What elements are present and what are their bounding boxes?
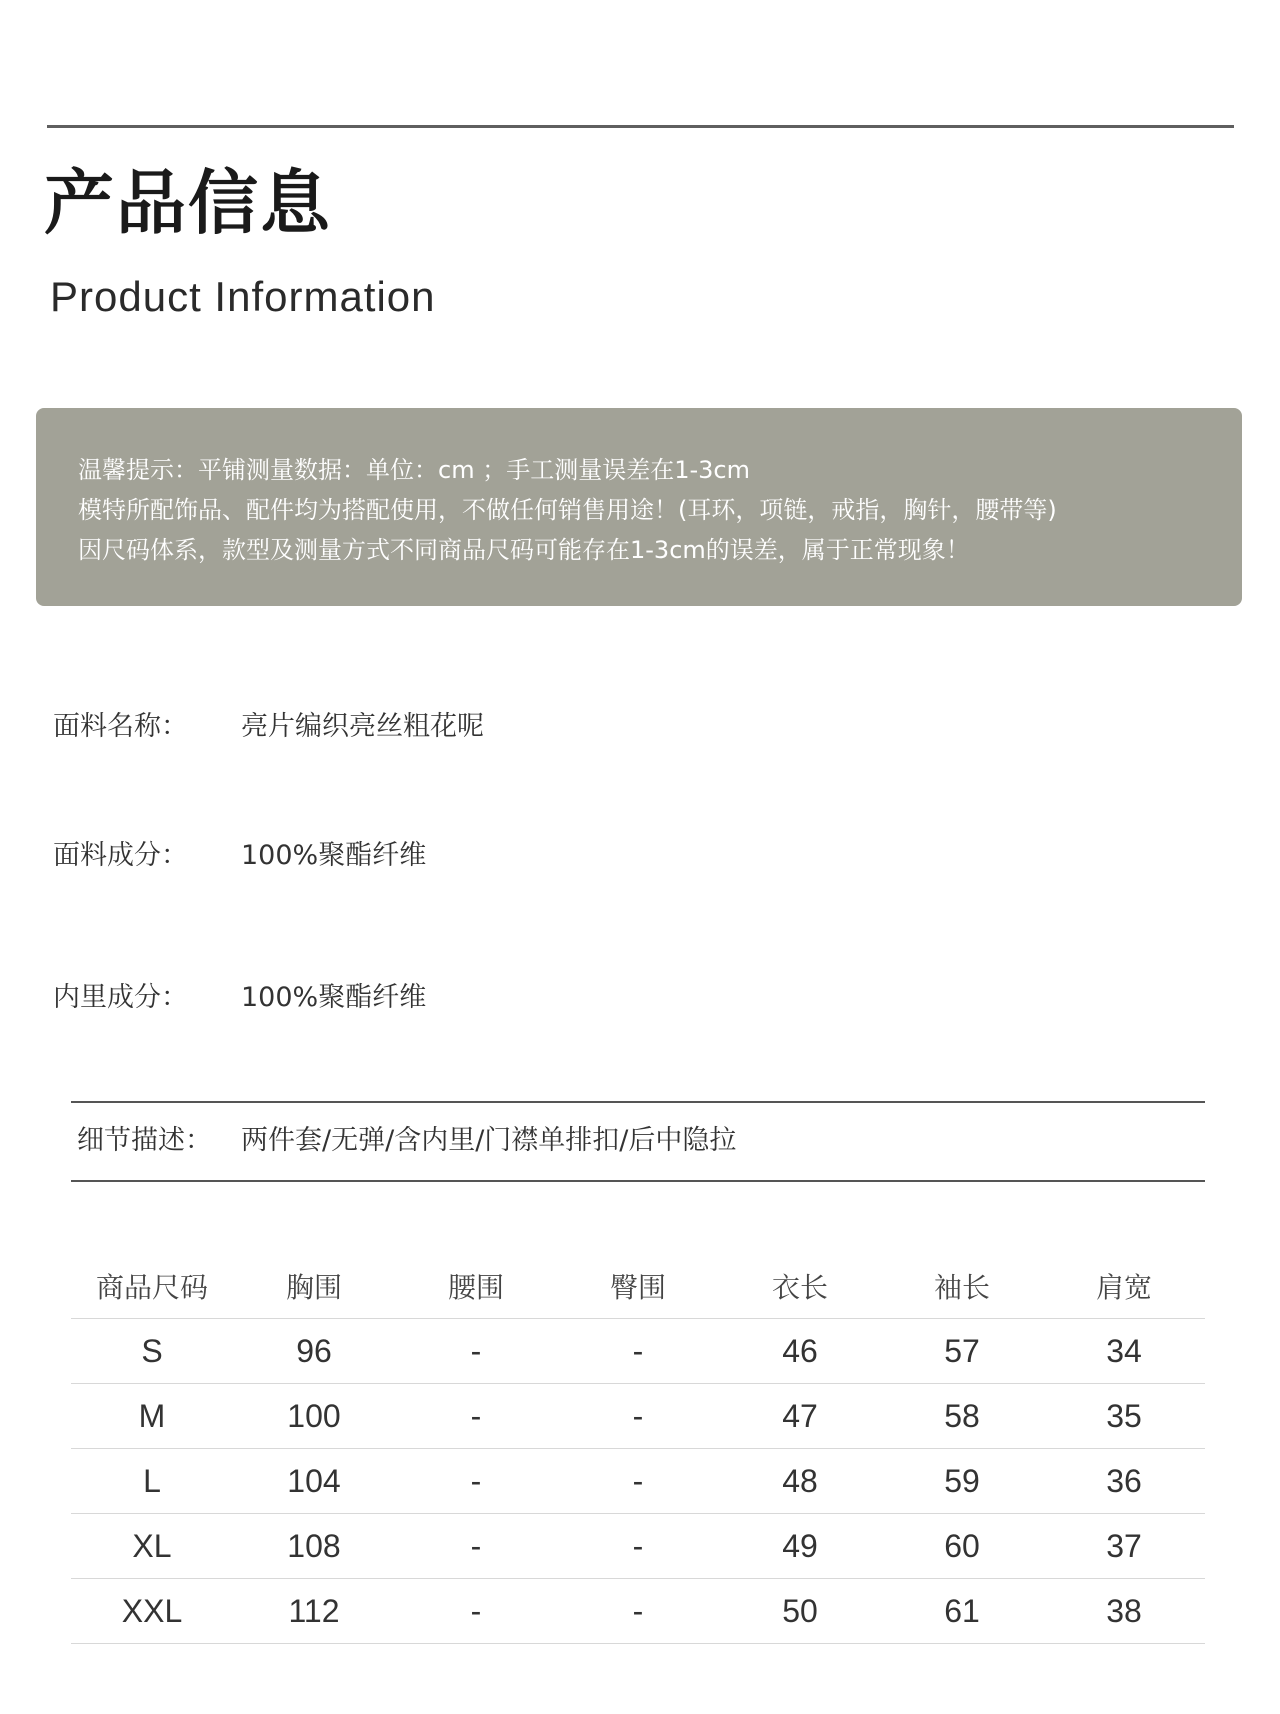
header-waist: 腰围	[395, 1254, 557, 1319]
table-cell: 96	[233, 1319, 395, 1384]
table-cell: 61	[881, 1579, 1043, 1644]
table-row	[71, 1384, 1205, 1449]
header-hip: 臀围	[557, 1254, 719, 1319]
table-cell: 59	[881, 1449, 1043, 1514]
table-cell: 58	[881, 1384, 1043, 1449]
details-value: 两件套/无弹/含内里/门襟单排扣/后中隐拉	[241, 1125, 737, 1156]
header-size: 商品尺码	[71, 1254, 233, 1319]
table-cell: 34	[1043, 1319, 1205, 1384]
fabric-composition-label: 面料成分：	[53, 840, 188, 871]
table-cell: 60	[881, 1514, 1043, 1579]
lining-composition-label: 内里成分：	[53, 982, 188, 1013]
header-sleeve: 袖长	[881, 1254, 1043, 1319]
table-cell: 35	[1043, 1384, 1205, 1449]
table-cell: S	[71, 1319, 233, 1384]
notice-line-measurement: 温馨提示：平铺测量数据：单位：cm ；手工测量误差在1-3cm	[78, 456, 750, 484]
size-table	[71, 1254, 1205, 1644]
table-cell: -	[395, 1514, 557, 1579]
table-cell: 46	[719, 1319, 881, 1384]
size-table-header-row	[71, 1254, 1205, 1319]
table-cell: L	[71, 1449, 233, 1514]
table-cell: -	[395, 1449, 557, 1514]
table-cell: -	[557, 1514, 719, 1579]
notice-line-size-error: 因尺码体系，款型及测量方式不同商品尺码可能存在1-3cm的误差，属于正常现象！	[78, 536, 970, 564]
table-row	[71, 1319, 1205, 1384]
fabric-name-value: 亮片编织亮丝粗花呢	[241, 711, 484, 742]
table-row	[71, 1579, 1205, 1644]
table-cell: XL	[71, 1514, 233, 1579]
table-cell: 100	[233, 1384, 395, 1449]
page-title: 产品信息	[44, 162, 332, 244]
table-cell: XXL	[71, 1579, 233, 1644]
table-cell: 112	[233, 1579, 395, 1644]
details-label: 细节描述：	[77, 1125, 212, 1156]
table-cell: -	[557, 1449, 719, 1514]
table-cell: -	[395, 1579, 557, 1644]
table-cell: 37	[1043, 1514, 1205, 1579]
header-chest: 胸围	[233, 1254, 395, 1319]
table-cell: -	[557, 1319, 719, 1384]
table-cell: 108	[233, 1514, 395, 1579]
table-cell: 104	[233, 1449, 395, 1514]
table-row	[71, 1449, 1205, 1514]
table-cell: 38	[1043, 1579, 1205, 1644]
table-cell: 48	[719, 1449, 881, 1514]
details-top-divider	[71, 1101, 1205, 1103]
header-length: 衣长	[719, 1254, 881, 1319]
header-shoulder: 肩宽	[1043, 1254, 1205, 1319]
table-cell: 47	[719, 1384, 881, 1449]
details-bottom-divider	[71, 1180, 1205, 1182]
lining-composition-value: 100%聚酯纤维	[241, 982, 427, 1013]
table-cell: 49	[719, 1514, 881, 1579]
fabric-composition-value: 100%聚酯纤维	[241, 840, 427, 871]
top-divider	[47, 125, 1234, 128]
table-cell: -	[395, 1384, 557, 1449]
table-cell: -	[557, 1579, 719, 1644]
page-subtitle: Product Information	[50, 273, 436, 320]
table-cell: M	[71, 1384, 233, 1449]
notice-line-accessories: 模特所配饰品、配件均为搭配使用，不做任何销售用途！(耳环，项链，戒指，胸针，腰带等)	[78, 496, 1057, 524]
table-cell: 36	[1043, 1449, 1205, 1514]
table-cell: 50	[719, 1579, 881, 1644]
table-cell: -	[395, 1319, 557, 1384]
table-row	[71, 1514, 1205, 1579]
table-cell: -	[557, 1384, 719, 1449]
table-cell: 57	[881, 1319, 1043, 1384]
notice-box	[36, 408, 1242, 606]
fabric-name-label: 面料名称：	[53, 711, 188, 742]
